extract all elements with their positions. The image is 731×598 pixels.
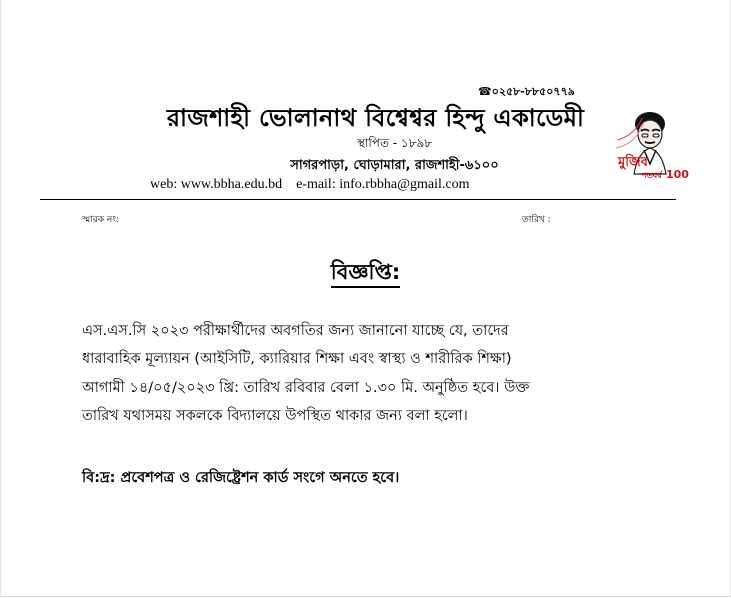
notice-body-line: তারিখ যথাসময় সকলকে বিদ্যালয়ে উপস্থিত থাকার জন্য বলা হলো। bbox=[82, 408, 468, 424]
phone-number: ☎০২৫৮-৮৮৫০৭৭৯ bbox=[478, 85, 575, 98]
date-label: তারিখ : bbox=[522, 215, 551, 225]
memo-number-label: স্মারক নং: bbox=[82, 215, 120, 225]
notice-body-line: এস.এস.সি ২০২৩ পরীক্ষার্থীদের অবগতির জন্য জানানো যাচ্ছে যে, তাদের bbox=[82, 323, 509, 339]
header-divider bbox=[40, 199, 676, 200]
notice-heading bbox=[0, 256, 731, 291]
svg-text:100: 100 bbox=[666, 168, 689, 181]
notice-body-line: ধারাবাহিক মূল্যায়ন (আইসিটি, ক্যারিয়ার শিক্ষা এবং স্বাস্থ্য ও শারীরিক শিক্ষা) bbox=[82, 351, 512, 367]
notice-body-line: আগামী ১৪/০৫/২০২৩ খ্রি: তারিখ রবিবার বেলা ১.৩০ মি. অনুষ্ঠিত হবে। উক্ত bbox=[82, 380, 530, 396]
svg-text:মুজিব: মুজিব bbox=[618, 155, 648, 170]
mujib-centenary-logo bbox=[612, 98, 689, 182]
svg-text:শতবর্ষ: শতবর্ষ bbox=[642, 171, 662, 180]
contact-line: web: www.bbha.edu.bd e-mail: info.rbbha@gmail.com bbox=[150, 177, 470, 192]
institution-address: সাগরপাড়া, ঘোড়ামারা, রাজশাহী-৬১০০ bbox=[290, 158, 499, 173]
notice-heading-text: বিজ্ঞপ্তি: bbox=[331, 260, 400, 288]
established-year: স্থাপিত - ১৮৯৮ bbox=[356, 136, 433, 150]
institution-title: রাজশাহী ভোলানাথ বিশ্বেশ্বর হিন্দু একাডেমী bbox=[166, 104, 585, 132]
notice-note: বি:দ্র: প্রবেশপত্র ও রেজিষ্ট্রেশন কার্ড সংগে অনতে হবে। bbox=[82, 470, 400, 486]
